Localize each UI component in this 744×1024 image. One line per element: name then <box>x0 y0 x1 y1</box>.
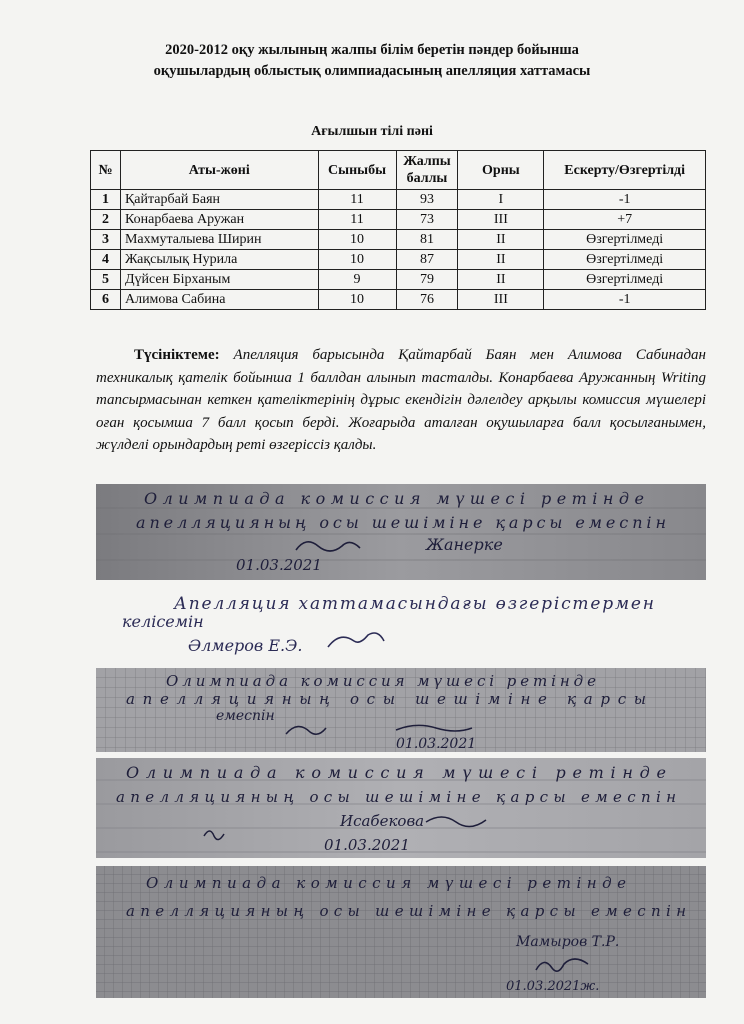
cell-score: 87 <box>396 250 458 270</box>
cell-number: 2 <box>91 210 121 230</box>
cell-grade: 11 <box>318 190 396 210</box>
signature-1-name: Жанерке <box>426 535 503 554</box>
header-score-line-2: баллы <box>406 171 448 186</box>
cell-name: Конарбаева Аружан <box>120 210 318 230</box>
signature-5-line-1: Олимпиада комиссия мүшесі ретінде <box>146 874 626 892</box>
title-line-2: оқушылардың облыстық олимпиадасының апелляция хаттамасы <box>153 63 591 79</box>
cell-note: Өзгертілмеді <box>544 230 706 250</box>
results-table <box>90 150 706 310</box>
cell-number: 6 <box>91 290 121 310</box>
table-row <box>91 210 706 230</box>
signature-3-line-3: емеспін <box>216 708 275 724</box>
document-title <box>0 40 744 82</box>
signature-2-line-1: Апелляция хаттамасындағы өзгерістермен <box>174 594 654 614</box>
table-row <box>91 290 706 310</box>
cell-number: 3 <box>91 230 121 250</box>
cell-grade: 10 <box>318 250 396 270</box>
cell-place: III <box>458 290 544 310</box>
signature-5-name: Мамыров Т.Р. <box>516 934 620 950</box>
cell-note: Өзгертілмеді <box>544 250 706 270</box>
signature-block-2 <box>96 585 706 665</box>
signature-block-4 <box>96 758 706 858</box>
signature-1-date: 01.03.2021 <box>236 556 322 574</box>
cell-grade: 10 <box>318 230 396 250</box>
signature-block-3 <box>96 668 706 752</box>
table-row <box>91 230 706 250</box>
subject-heading: Ағылшын тілі пәні <box>311 124 433 139</box>
cell-score: 73 <box>396 210 458 230</box>
cell-name: Алимова Сабина <box>120 290 318 310</box>
cell-number: 5 <box>91 270 121 290</box>
signature-5-line-2: апелляцияның осы шешіміне қарсы емеспін <box>126 902 686 920</box>
signature-block-1 <box>96 484 706 580</box>
cell-score: 79 <box>396 270 458 290</box>
cell-name: Жақсылық Нурила <box>120 250 318 270</box>
cell-note: -1 <box>544 290 706 310</box>
table-row <box>91 270 706 290</box>
header-grade: Сыныбы <box>318 151 396 190</box>
cell-note: -1 <box>544 190 706 210</box>
signature-1-line-1: Олимпиада комиссия мүшесі ретінде <box>144 489 644 508</box>
cell-place: II <box>458 250 544 270</box>
signature-4-date: 01.03.2021 <box>324 836 410 854</box>
table-header-row <box>91 151 706 190</box>
signature-2-line-2: келісемін <box>122 612 204 631</box>
signature-3-date: 01.03.2021 <box>396 736 477 752</box>
cell-place: I <box>458 190 544 210</box>
cell-grade: 11 <box>318 210 396 230</box>
cell-name: Махмуталыева Ширин <box>120 230 318 250</box>
signature-2-scribble <box>328 633 384 647</box>
cell-score: 93 <box>396 190 458 210</box>
cell-name: Дүйсен Бірханым <box>120 270 318 290</box>
header-score <box>396 151 458 190</box>
cell-place: II <box>458 270 544 290</box>
table-row <box>91 190 706 210</box>
signature-4-line-1: Олимпиада комиссия мүшесі ретінде <box>126 763 666 782</box>
cell-note: Өзгертілмеді <box>544 270 706 290</box>
signature-2-name: Әлмеров Е.Э. <box>188 636 303 655</box>
cell-number: 4 <box>91 250 121 270</box>
signature-block-5 <box>96 866 706 998</box>
explanation-text: Апелляция барысында Қайтарбай Баян мен Алимова Сабинадан техникалық қателік бойынша 1 баллдан алынып тасталды. Конарбаева Аружанның Writing тапсырмасынан кеткен қателіктерінің дұрыс екендігін дәлелдеу арқылы комиссия мүшелері оған қосымша 7 балл қосып берді. Жоғарыда аталған оқушыларға балл қосылғанымен, жүлделі орындардың реті өзгеріссіз қалды. <box>96 347 706 453</box>
signature-1-line-2: апелляцияның осы шешіміне қарсы емеспін <box>136 513 666 532</box>
signature-4-name: Исабекова <box>340 812 425 830</box>
signature-3-line-1: Олимпиада комиссия мүшесі ретінде <box>166 672 596 690</box>
cell-score: 81 <box>396 230 458 250</box>
table-row <box>91 250 706 270</box>
cell-score: 76 <box>396 290 458 310</box>
explanation-label: Түсініктеме: <box>134 347 220 363</box>
cell-name: Қайтарбай Баян <box>120 190 318 210</box>
title-line-1: 2020-2012 оқу жылының жалпы білім беретін пәндер бойынша <box>165 42 579 58</box>
cell-note: +7 <box>544 210 706 230</box>
cell-grade: 10 <box>318 290 396 310</box>
cell-place: III <box>458 210 544 230</box>
signature-5-date: 01.03.2021ж. <box>506 979 600 994</box>
signature-3-line-2: апелляцияның осы шешіміне қарсы <box>126 690 647 708</box>
header-score-line-1: Жалпы <box>403 154 451 169</box>
header-number: № <box>91 151 121 190</box>
header-name: Аты-жөні <box>120 151 318 190</box>
cell-number: 1 <box>91 190 121 210</box>
explanation-paragraph <box>96 344 706 457</box>
signature-4-line-2: апелляцияның осы шешіміне қарсы емеспін <box>116 788 676 806</box>
cell-grade: 9 <box>318 270 396 290</box>
cell-place: II <box>458 230 544 250</box>
header-note: Ескерту/Өзгертілді <box>544 151 706 190</box>
header-place: Орны <box>458 151 544 190</box>
